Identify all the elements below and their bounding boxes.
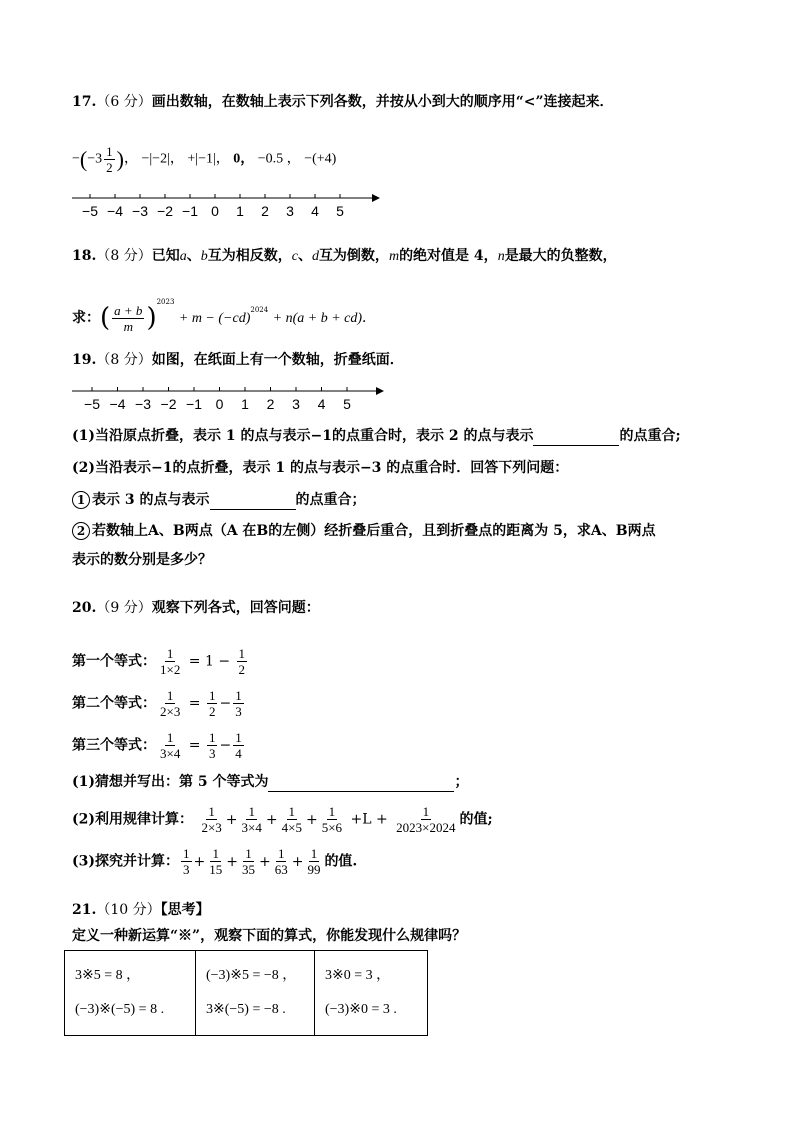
- rule: (−3)※0 = 3 .: [325, 1002, 397, 1017]
- num-e: −0.5 ，: [257, 151, 301, 167]
- numerator: 1: [277, 846, 285, 861]
- tick-label: −5: [84, 396, 100, 412]
- denominator: 35: [241, 862, 255, 877]
- q19-heading: [72, 350, 404, 370]
- q18-expression: [72, 292, 376, 334]
- fraction: [158, 730, 182, 761]
- ellipsis: +L +: [350, 811, 388, 828]
- score: （8 分）: [96, 352, 152, 368]
- tick-label: −4: [109, 396, 126, 412]
- denominator: 3×4: [160, 746, 181, 761]
- denominator: 63: [274, 862, 288, 877]
- text: 表示的数分别是多少？: [72, 552, 212, 568]
- numerator: 1: [166, 688, 174, 703]
- question-number: 20.: [72, 600, 97, 616]
- question-number: 17.: [72, 94, 97, 110]
- q20-heading: [72, 598, 320, 618]
- sep: 、: [297, 248, 312, 264]
- fraction: [280, 804, 304, 835]
- equals: =: [188, 737, 201, 754]
- fraction: [207, 846, 224, 877]
- denominator: 99: [307, 862, 321, 877]
- numerator: 1: [422, 804, 430, 819]
- num-d: 0，: [233, 151, 255, 167]
- question-text: 画出数轴，在数轴上表示下列各数，并按从小到大的顺序用“<”连接起来．: [151, 94, 614, 110]
- numerator: a + b: [114, 302, 143, 318]
- numerator: 1: [235, 688, 242, 703]
- fraction: [181, 846, 192, 877]
- denominator: 3: [183, 862, 190, 877]
- tick-label: 3: [286, 203, 294, 219]
- answer-blank[interactable]: [210, 493, 296, 510]
- minus: −: [219, 695, 232, 712]
- denominator: m: [123, 318, 133, 334]
- q20-eq1: [72, 646, 249, 677]
- label: 第二个等式：: [72, 695, 156, 712]
- sum-terms: [197, 804, 346, 835]
- text: (3)探究并计算：: [72, 853, 179, 870]
- var-n: n: [497, 249, 505, 264]
- denominator: 2×3: [201, 820, 222, 835]
- q21-heading: [72, 900, 210, 920]
- text: 的绝对值是 4，: [399, 248, 498, 264]
- question-number: 19.: [72, 352, 97, 368]
- fraction: [273, 846, 290, 877]
- q17-numbers: −(−3 $\frac{1}{2}$ )， −|−2|， +|−1|， 0， −0.5 ， −(+4): [72, 144, 337, 175]
- fraction: [233, 730, 244, 761]
- rule: (−3)※(−5) = 8 .: [75, 1002, 165, 1017]
- q20-part3: [72, 846, 357, 877]
- q17-heading: [72, 92, 614, 112]
- paren: ): [116, 146, 124, 172]
- q19-part1: [72, 426, 681, 446]
- fraction: [112, 303, 144, 334]
- text: ；: [454, 774, 469, 790]
- q20-eq3: [72, 730, 246, 761]
- tick-label: −1: [186, 396, 202, 412]
- fraction: [240, 846, 257, 877]
- paren: ): [146, 303, 157, 333]
- exponent: 2024: [250, 306, 269, 314]
- rule: 3※0 = 3 ，: [325, 968, 391, 983]
- plus: +: [305, 811, 318, 828]
- text: 已知: [151, 248, 180, 264]
- tick-label: −3: [135, 396, 151, 412]
- equals: =: [188, 695, 201, 712]
- numerator: 1: [208, 804, 215, 819]
- text: 互为倒数，: [318, 248, 389, 264]
- rule: 3※5 = 8 ，: [75, 968, 141, 983]
- fraction: [207, 688, 218, 719]
- fraction: [320, 804, 344, 835]
- text: 的值.: [324, 853, 358, 870]
- rules-table: [64, 950, 428, 1036]
- fraction: [158, 646, 182, 677]
- denominator: 3: [235, 704, 242, 719]
- equals: = 1 −: [188, 653, 231, 670]
- tick-label: −3: [132, 203, 148, 219]
- numerator: 1: [310, 846, 318, 861]
- sep: 、: [186, 248, 201, 264]
- question-text: 定义一种新运算“※”，观察下面的算式，你能发现什么规律吗？: [72, 928, 467, 944]
- plus: +: [193, 853, 206, 870]
- tick-label: 3: [292, 396, 300, 412]
- rules-cell: [65, 951, 196, 1036]
- q19-part2-1: [72, 490, 366, 510]
- plus: +: [291, 853, 304, 870]
- rule: 3※(−5) = −8 .: [206, 1002, 286, 1017]
- denominator: 15: [209, 862, 223, 877]
- minus: −: [72, 151, 80, 167]
- text: 互为相反数，: [207, 248, 292, 264]
- fraction: [233, 688, 244, 719]
- answer-blank[interactable]: [533, 429, 619, 446]
- mixed-int: −3: [87, 151, 103, 167]
- numerator: 1: [208, 688, 216, 703]
- q19-number-line: [72, 381, 387, 417]
- plus: +: [225, 811, 238, 828]
- num-b: −|−2|，: [141, 151, 184, 167]
- denominator: 2×3: [160, 704, 181, 719]
- q19-part2: [72, 458, 568, 478]
- numerator: 1: [248, 804, 255, 819]
- q17-number-line: [72, 188, 382, 224]
- var-a: a: [179, 249, 187, 264]
- paren: (: [100, 303, 111, 333]
- score: （6 分）: [96, 94, 152, 110]
- circled-number: 1: [72, 491, 90, 509]
- numerator: 1: [106, 144, 113, 159]
- rules-cell: [196, 951, 315, 1036]
- var-m: m: [388, 249, 400, 264]
- var-b: b: [200, 249, 208, 264]
- tick-label: −4: [107, 203, 123, 219]
- plus: +: [258, 853, 271, 870]
- expr-tail: + n(a + b + cd): [272, 311, 363, 326]
- tick-label: 1: [241, 396, 249, 412]
- score: （9 分）: [96, 600, 152, 616]
- tick-label: −5: [82, 203, 98, 219]
- question-number: 21.: [72, 902, 97, 918]
- q21-text: [72, 926, 466, 946]
- tick-label: 2: [261, 203, 269, 219]
- label: 第一个等式：: [72, 653, 156, 670]
- text: 的点重合;: [619, 428, 681, 444]
- text: 表示 3 的点与表示: [92, 492, 210, 508]
- rule: (−3)※5 = −8 ，: [206, 968, 297, 983]
- tick-label: 0: [215, 396, 224, 412]
- question-text: 观察下列各式，回答问题：: [151, 600, 320, 616]
- denominator: 5×6: [321, 820, 343, 835]
- fraction: [199, 804, 223, 835]
- q20-part2: [72, 804, 493, 835]
- denominator: 2: [238, 662, 246, 677]
- q18-heading: [72, 246, 617, 267]
- var-c: c: [291, 249, 298, 264]
- numerator: 1: [328, 804, 336, 819]
- paren: (: [79, 146, 88, 172]
- denominator: 3: [208, 746, 216, 761]
- denominator: 4: [235, 746, 242, 761]
- numerator: 1: [288, 804, 296, 819]
- q19-part2-2-cont: [72, 550, 212, 570]
- exponent: 2023: [156, 298, 175, 306]
- denominator: 2: [106, 160, 113, 175]
- fraction: [237, 646, 248, 677]
- ask-label: 求：: [72, 310, 100, 326]
- plus: +: [265, 811, 278, 828]
- circled-number: 2: [72, 522, 90, 540]
- question-number: 18.: [72, 248, 97, 264]
- text: 的值;: [459, 811, 493, 828]
- var-d: d: [311, 249, 319, 264]
- fraction: [305, 846, 322, 877]
- numerator: 1: [235, 730, 242, 745]
- denominator: 1×2: [160, 662, 181, 677]
- tick-label: 5: [336, 203, 344, 219]
- denominator: 2: [208, 704, 216, 719]
- tick-label: 4: [311, 203, 319, 219]
- numerator: 1: [166, 730, 174, 745]
- text: (2)当沿表示−1的点折叠，表示 1 的点与表示−3 的点重合时．回答下列问题：: [72, 460, 569, 476]
- numerator: 1: [183, 846, 190, 861]
- denominator: 2023×2024: [396, 820, 456, 835]
- tick-label: −2: [157, 203, 173, 219]
- text: 的点重合；: [295, 492, 366, 508]
- text: 若数轴上A、B两点（A 在B的左侧）经折叠后重合，且到折叠点的距离为 5，求A、B两点: [92, 523, 656, 539]
- period: ．: [362, 310, 377, 326]
- tick-label: 4: [317, 396, 326, 412]
- denominator: 3×4: [241, 820, 262, 835]
- expr-mid: + m − (−cd): [178, 311, 251, 326]
- sum-terms: [179, 846, 324, 877]
- text: (2)利用规律计算：: [72, 811, 193, 828]
- num-c: +|−1|，: [187, 151, 230, 167]
- fraction: [158, 688, 182, 719]
- plus: +: [226, 853, 238, 870]
- num-f: −(+4): [304, 151, 337, 167]
- tag: 【思考】: [160, 902, 210, 918]
- denominator: 4×5: [281, 820, 302, 835]
- numerator: 1: [238, 646, 246, 661]
- score: （10 分）: [96, 902, 161, 918]
- tick-label: 0: [211, 203, 219, 219]
- tick-label: −2: [160, 396, 177, 412]
- q19-part2-2: [72, 521, 656, 541]
- answer-blank[interactable]: [268, 775, 454, 792]
- rules-cell: [315, 951, 428, 1036]
- tick-label: 1: [236, 203, 244, 219]
- q20-part1: [72, 772, 468, 792]
- tick-label: −1: [182, 203, 198, 219]
- label: 第三个等式：: [72, 737, 156, 754]
- numerator: 1: [245, 846, 252, 861]
- text: (1)当沿原点折叠，表示 1 的点与表示−1的点重合时，表示 2 的点与表示: [72, 428, 534, 444]
- fraction: [240, 804, 264, 835]
- numerator: 1: [208, 730, 216, 745]
- numerator: 1: [166, 646, 174, 661]
- fraction: [207, 730, 218, 761]
- minus: −: [219, 737, 232, 754]
- numerator: 1: [212, 846, 219, 861]
- text: 是最大的负整数，: [504, 248, 617, 264]
- tick-label: 5: [343, 396, 351, 412]
- score: （8 分）: [96, 248, 152, 264]
- q20-eq2: [72, 688, 246, 719]
- tick-label: 2: [266, 396, 275, 412]
- question-text: 如图，在纸面上有一个数轴，折叠纸面．: [151, 352, 404, 368]
- fraction: [394, 804, 457, 835]
- fraction: [104, 144, 115, 175]
- text: (1)猜想并写出：第 5 个等式为: [72, 774, 269, 790]
